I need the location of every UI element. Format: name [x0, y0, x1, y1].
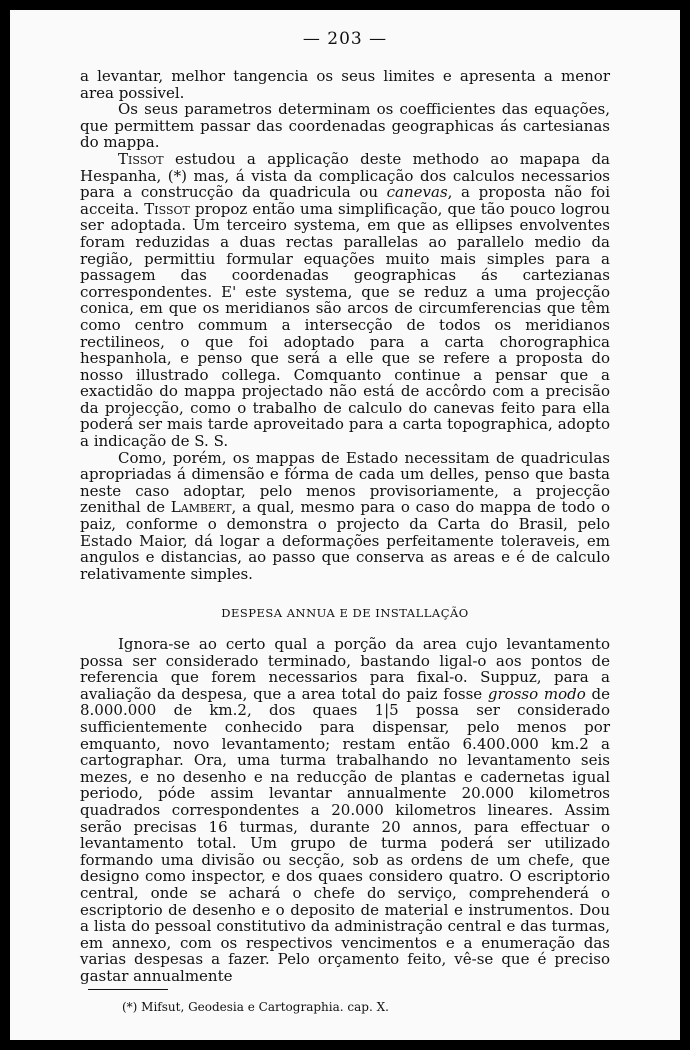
body-text-top: [80, 68, 610, 582]
paragraph-4-text: Como, porém, os mappas de Estado necessitam de quadriculas apropriadas á dimensão e fórma de cada um delles, penso que basta neste caso adoptar, pelo menos provisoriamente, a projecção zenithal de: [80, 448, 610, 517]
paragraph-3-text-3: propoz então uma simplificação, que tão pouco logrou ser adoptada. Um terceiro systema, em que as ellipses envolventes foram reduzidas a duas rectas parallelas ao parallelo medio da região, permittiu formular equações muito mais simples para a passagem das coordenadas geographicas ás cartezianas correspondentes. E' este systema, que se reduz a uma projecção conica, em que os meridianos são arcos de circumferencias que têm como centro commum a intersecção de todos os meridianos rectilineos, o que foi adoptado para a carta chorographica hespanhola, e penso que será a elle que se refere a proposta do nosso illustrado collega. Comquanto continue a pensar que a exactidão do mappa projectado não está de accôrdo com a precisão da projecção, como o trabalho de calculo do canevas feito para ella poderá ser mais tarde aproveitado para a carta topographica, adopto a indicação de S. S.: [80, 199, 610, 451]
paragraph-3: [80, 151, 610, 450]
section-heading: DESPESA ANNUA E DE INSTALLAÇÃO: [221, 606, 469, 620]
paragraph-3-text: estudou a applicação deste methodo ao mapapa da Hespanha, (*) mas, á vista da complicação dos calculos necessarios para a construcção da quadricula ou: [80, 149, 610, 202]
footnote: (*) Mifsut, Geodesia e Cartographia. cap. X.: [122, 1000, 389, 1014]
paragraph-4: [80, 450, 610, 583]
author-name: Lambert: [170, 498, 232, 517]
paragraph-2: Os seus parametros determinam os coefficientes das equações, que permittem passar das coordenadas geographicas ás cartesianas do mappa.: [80, 100, 610, 152]
body-text-section: [80, 636, 610, 984]
document-page: [10, 10, 680, 1040]
author-name: Tissot: [118, 149, 164, 168]
page-number: — 203 —: [302, 29, 388, 49]
footnote-divider: [88, 989, 168, 990]
paragraph-5: [80, 636, 610, 984]
paragraph-3-text-2: , a proposta não foi acceita.: [80, 183, 610, 218]
author-name: Tissot: [144, 199, 190, 218]
paragraph-1: a levantar, melhor tangencia os seus limites e apresenta a menor area possivel.: [80, 67, 610, 102]
paragraph-5-text: Ignora-se ao certo qual a porção da area cujo levantamento possa ser considerado terminado, bastando ligal-o aos pontos de referencia que forem necessarios para fixal-o. Suppuz, para a avaliação da despesa, que a area total do paiz fosse: [80, 635, 610, 703]
paragraph-5-text-2: de 8.000.000 de km.2, dos quaes 1|5 possa ser considerado sufficientemente conhecido para dispensar, pelo menos por emquanto, novo levantamento; restam então 6.400.000 km.2 a cartographar. Ora, uma turma trabalhando no levantamento seis mezes, e no desenho e na reducção de plantas e cadernetas igual periodo, póde assim levantar annualmente 20.000 kilometros quadrados correspondentes a 20.000 kilometros lineares. Assim serão precisas 16 turmas, durante 20 annos, para effectuar o levantamento total. Um grupo de turma poderá ser utilizado formando uma divisão ou secção, sob as ordens de um chefe, que designo como inspector, e dos quaes considero quatro. O escriptorio central, onde se achará o chefe do serviço, comprehenderá o escriptorio de desenho e o deposito de material e instrumentos. Dou a lista do pessoal constitutivo da administração central e das turmas, em annexo, com os respectivos vencimentos e a enumeração das varias despesas a fazer. Pelo orçamento feito, vê-se que é preciso gastar annualmente: [80, 684, 611, 985]
italic-term: canevas: [386, 183, 448, 202]
italic-term: grosso modo: [487, 684, 586, 703]
paragraph-4-text-2: , a qual, mesmo para o caso do mappa de todo o paiz, conforme o demonstra o projecto da Carta do Brasil, pelo Estado Maior, dá logar a deformações perfeitamente toleraveis, em angulos e distancias, ao passo que conserva as areas e é de calculo relativamente simples.: [80, 498, 610, 583]
